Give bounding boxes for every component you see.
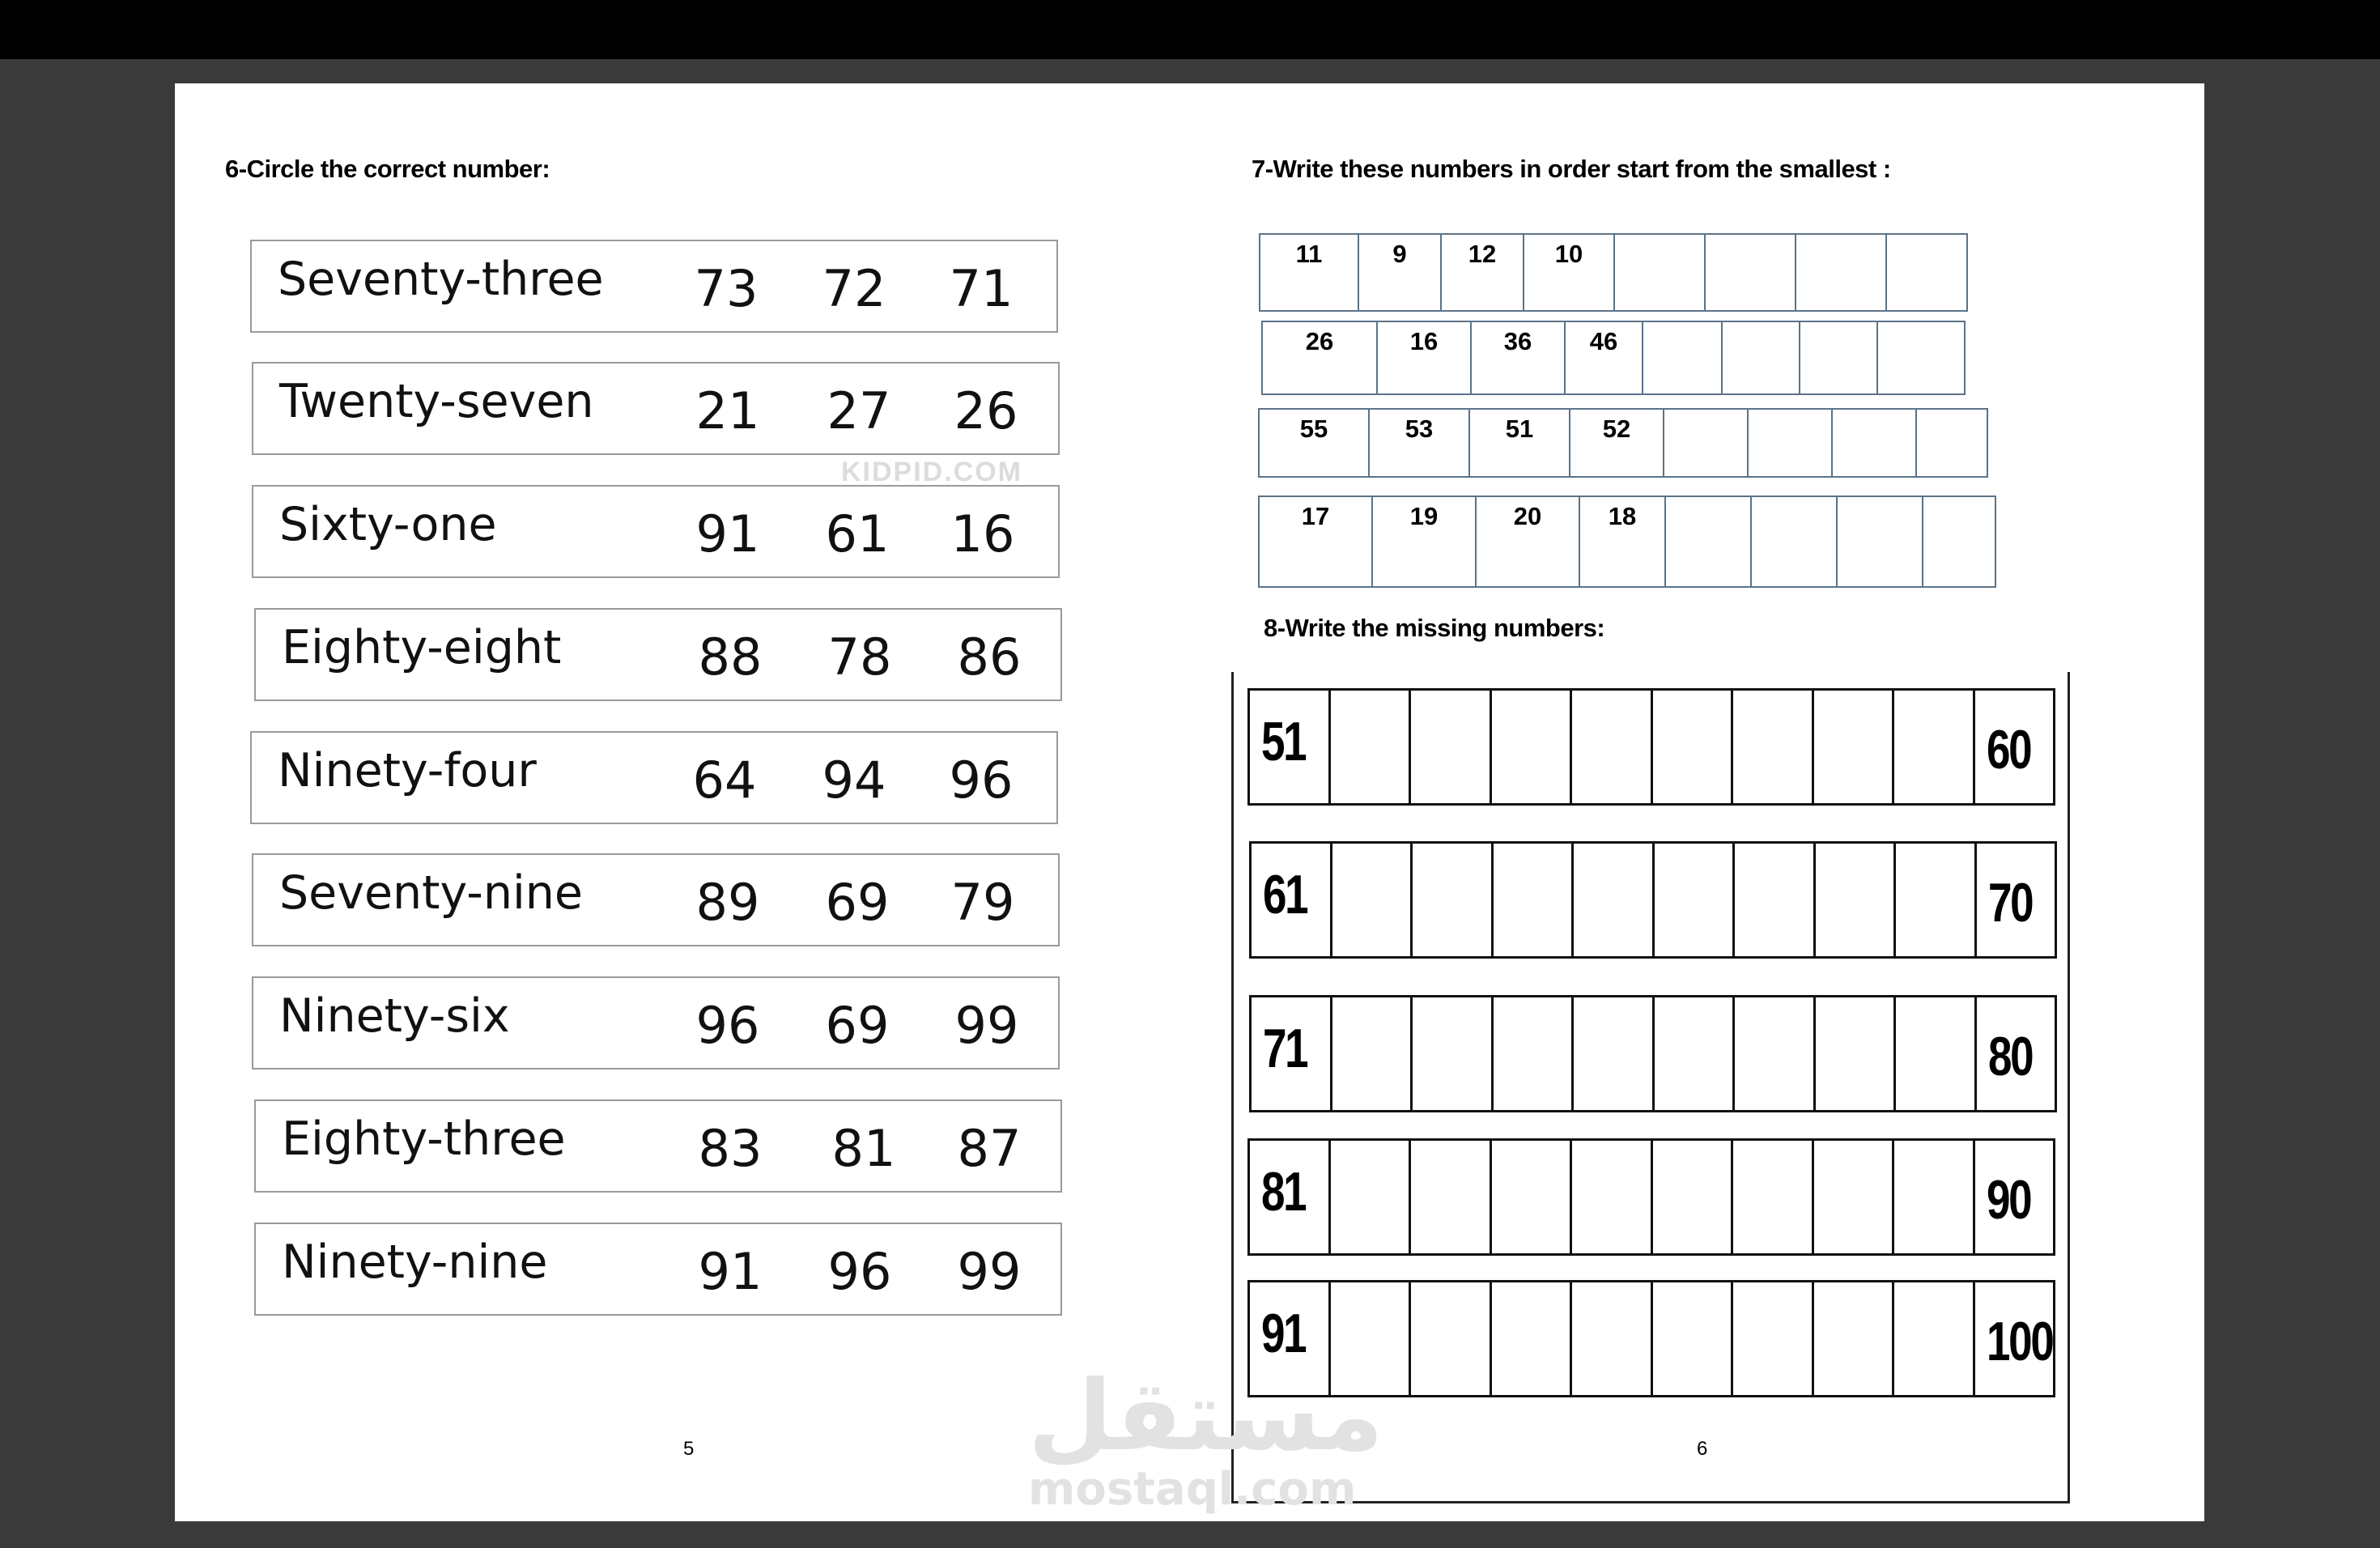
blank-cell[interactable] xyxy=(1896,844,1977,956)
blank-cell[interactable] xyxy=(1572,1141,1653,1253)
order-number-cell: 10 xyxy=(1524,235,1615,310)
section8-title: 8-Write the missing numbers: xyxy=(1264,614,1605,642)
end-number-cell xyxy=(1975,1141,2054,1253)
blank-cell[interactable] xyxy=(1814,691,1895,803)
number-word: Ninety-four xyxy=(278,744,537,797)
circle-row xyxy=(254,1099,1062,1193)
order-number-cell: 9 xyxy=(1359,235,1442,310)
order-answer-cell[interactable] xyxy=(1749,410,1833,476)
number-option[interactable]: 72 xyxy=(822,259,886,318)
number-option[interactable]: 69 xyxy=(825,996,890,1055)
blank-cell[interactable] xyxy=(1814,1141,1895,1253)
number-option[interactable]: 91 xyxy=(695,504,760,563)
number-option[interactable]: 79 xyxy=(950,873,1015,932)
cell-number: 71 xyxy=(1263,1018,1307,1079)
end-number-cell xyxy=(1975,1282,2054,1395)
number-option[interactable]: 99 xyxy=(954,996,1019,1055)
blank-cell[interactable] xyxy=(1894,691,1975,803)
blank-cell[interactable] xyxy=(1413,997,1494,1110)
blank-cell[interactable] xyxy=(1894,1282,1975,1395)
blank-cell[interactable] xyxy=(1653,1282,1734,1395)
blank-cell[interactable] xyxy=(1574,844,1655,956)
number-option[interactable]: 26 xyxy=(954,381,1018,440)
cell-number: 81 xyxy=(1261,1161,1306,1223)
top-bar xyxy=(0,0,2380,59)
worksheet-spread xyxy=(175,83,2204,1521)
number-word: Eighty-three xyxy=(282,1112,566,1166)
order-row xyxy=(1261,321,1966,395)
blank-cell[interactable] xyxy=(1492,691,1573,803)
order-answer-cell[interactable] xyxy=(1615,235,1706,310)
order-number-cell: 46 xyxy=(1566,322,1643,393)
number-option[interactable]: 21 xyxy=(695,381,760,440)
number-option[interactable]: 88 xyxy=(698,627,763,687)
cell-number: 91 xyxy=(1261,1303,1306,1364)
cell-number: 51 xyxy=(1261,711,1306,772)
blank-cell[interactable] xyxy=(1896,997,1977,1110)
cell-number: 100 xyxy=(1986,1311,2052,1372)
blank-cell[interactable] xyxy=(1332,844,1413,956)
blank-cell[interactable] xyxy=(1733,691,1814,803)
order-number-cell: 55 xyxy=(1260,410,1370,476)
order-number-cell: 51 xyxy=(1470,410,1570,476)
circle-row xyxy=(254,1223,1062,1316)
circle-row xyxy=(252,485,1060,578)
blank-cell[interactable] xyxy=(1411,1282,1492,1395)
order-number-cell: 11 xyxy=(1260,235,1359,310)
order-number-cell: 53 xyxy=(1370,410,1470,476)
number-option[interactable]: 16 xyxy=(950,504,1015,563)
number-option[interactable]: 71 xyxy=(949,259,1014,318)
blank-cell[interactable] xyxy=(1733,1141,1814,1253)
cell-number: 80 xyxy=(1987,1026,2032,1087)
order-row xyxy=(1258,495,1996,588)
number-word: Ninety-six xyxy=(279,989,510,1043)
brand-arabic: مستقل xyxy=(1028,1360,1383,1473)
order-number-cell: 18 xyxy=(1580,497,1666,586)
order-number-cell: 36 xyxy=(1472,322,1566,393)
missing-row xyxy=(1247,688,2055,806)
order-row xyxy=(1258,408,1988,478)
blank-cell[interactable] xyxy=(1816,844,1897,956)
number-option[interactable]: 86 xyxy=(957,627,1022,687)
blank-cell[interactable] xyxy=(1492,1141,1573,1253)
order-answer-cell[interactable] xyxy=(1643,322,1723,393)
order-answer-cell[interactable] xyxy=(1887,235,1966,310)
blank-cell[interactable] xyxy=(1653,1141,1734,1253)
blank-cell[interactable] xyxy=(1816,997,1897,1110)
number-option[interactable]: 91 xyxy=(698,1242,763,1301)
number-option[interactable]: 83 xyxy=(698,1119,763,1178)
order-answer-cell[interactable] xyxy=(1878,322,1964,393)
cell-number: 90 xyxy=(1986,1169,2030,1231)
circle-row xyxy=(252,853,1060,946)
blank-cell[interactable] xyxy=(1494,844,1575,956)
number-option[interactable]: 96 xyxy=(949,751,1014,810)
number-option[interactable]: 94 xyxy=(822,751,886,810)
circle-row xyxy=(252,362,1060,455)
mostaql-watermark xyxy=(1028,1360,1383,1522)
number-word: Sixty-one xyxy=(279,498,497,551)
blank-cell[interactable] xyxy=(1655,844,1736,956)
circle-row xyxy=(250,731,1058,824)
blank-cell[interactable] xyxy=(1735,844,1816,956)
order-answer-cell[interactable] xyxy=(1796,235,1887,310)
missing-row xyxy=(1247,1138,2055,1256)
start-number-cell xyxy=(1252,844,1332,956)
start-number-cell xyxy=(1250,1141,1331,1253)
blank-cell[interactable] xyxy=(1735,997,1816,1110)
number-option[interactable]: 99 xyxy=(957,1242,1022,1301)
kidpid-watermark: KIDPID.COM xyxy=(841,457,1022,487)
order-number-cell: 19 xyxy=(1373,497,1477,586)
number-option[interactable]: 64 xyxy=(692,751,757,810)
blank-cell[interactable] xyxy=(1411,691,1492,803)
number-option[interactable]: 69 xyxy=(825,873,890,932)
circle-row xyxy=(254,608,1062,701)
missing-row xyxy=(1249,841,2057,959)
brand-latin: mostaql.com xyxy=(1028,1463,1357,1516)
number-word: Twenty-seven xyxy=(279,375,594,428)
number-option[interactable]: 61 xyxy=(825,504,890,563)
order-answer-cell[interactable] xyxy=(1923,497,1995,586)
order-answer-cell[interactable] xyxy=(1838,497,1923,586)
section6-title: 6-Circle the correct number: xyxy=(225,155,550,183)
cell-number: 60 xyxy=(1986,719,2030,780)
blank-cell[interactable] xyxy=(1332,997,1413,1110)
number-option[interactable]: 96 xyxy=(827,1242,892,1301)
order-number-cell: 17 xyxy=(1260,497,1373,586)
cell-number: 61 xyxy=(1263,864,1307,925)
number-word: Seventy-nine xyxy=(279,866,583,920)
section7-title: 7-Write these numbers in order start from the smallest : xyxy=(1252,155,1891,183)
blank-cell[interactable] xyxy=(1894,1141,1975,1253)
order-row xyxy=(1259,233,1968,312)
number-option[interactable]: 89 xyxy=(695,873,760,932)
end-number-cell xyxy=(1977,844,2055,956)
order-number-cell: 12 xyxy=(1442,235,1524,310)
page-number-right: 6 xyxy=(1697,1438,1708,1460)
order-answer-cell[interactable] xyxy=(1706,235,1796,310)
end-number-cell xyxy=(1977,997,2055,1110)
blank-cell[interactable] xyxy=(1814,1282,1895,1395)
order-number-cell: 16 xyxy=(1378,322,1472,393)
blank-cell[interactable] xyxy=(1413,844,1494,956)
number-option[interactable]: 78 xyxy=(827,627,892,687)
number-word: Seventy-three xyxy=(278,253,604,306)
order-answer-cell[interactable] xyxy=(1664,410,1749,476)
blank-cell[interactable] xyxy=(1733,1282,1814,1395)
order-number-cell: 26 xyxy=(1263,322,1378,393)
end-number-cell xyxy=(1975,691,2054,803)
start-number-cell xyxy=(1252,997,1332,1110)
order-answer-cell[interactable] xyxy=(1752,497,1838,586)
blank-cell[interactable] xyxy=(1494,997,1575,1110)
number-option[interactable]: 87 xyxy=(957,1119,1022,1178)
order-number-cell: 20 xyxy=(1477,497,1580,586)
number-option[interactable]: 81 xyxy=(831,1119,896,1178)
order-answer-cell[interactable] xyxy=(1833,410,1917,476)
blank-cell[interactable] xyxy=(1331,1141,1412,1253)
number-option[interactable]: 96 xyxy=(695,996,760,1055)
blank-cell[interactable] xyxy=(1572,1282,1653,1395)
circle-row xyxy=(250,240,1058,333)
order-answer-cell[interactable] xyxy=(1666,497,1752,586)
order-answer-cell[interactable] xyxy=(1723,322,1800,393)
number-word: Ninety-nine xyxy=(282,1235,548,1289)
missing-row xyxy=(1249,995,2057,1112)
circle-row xyxy=(252,976,1060,1070)
blank-cell[interactable] xyxy=(1492,1282,1573,1395)
order-answer-cell[interactable] xyxy=(1800,322,1878,393)
blank-cell[interactable] xyxy=(1574,997,1655,1110)
blank-cell[interactable] xyxy=(1331,691,1412,803)
blank-cell[interactable] xyxy=(1411,1141,1492,1253)
order-number-cell: 52 xyxy=(1570,410,1664,476)
order-answer-cell[interactable] xyxy=(1917,410,1987,476)
blank-cell[interactable] xyxy=(1572,691,1653,803)
blank-cell[interactable] xyxy=(1655,997,1736,1110)
number-option[interactable]: 73 xyxy=(694,259,759,318)
cell-number: 70 xyxy=(1987,872,2032,933)
blank-cell[interactable] xyxy=(1653,691,1734,803)
page-number-left: 5 xyxy=(683,1438,695,1460)
start-number-cell xyxy=(1250,691,1331,803)
number-word: Eighty-eight xyxy=(282,621,562,674)
number-option[interactable]: 27 xyxy=(827,381,891,440)
